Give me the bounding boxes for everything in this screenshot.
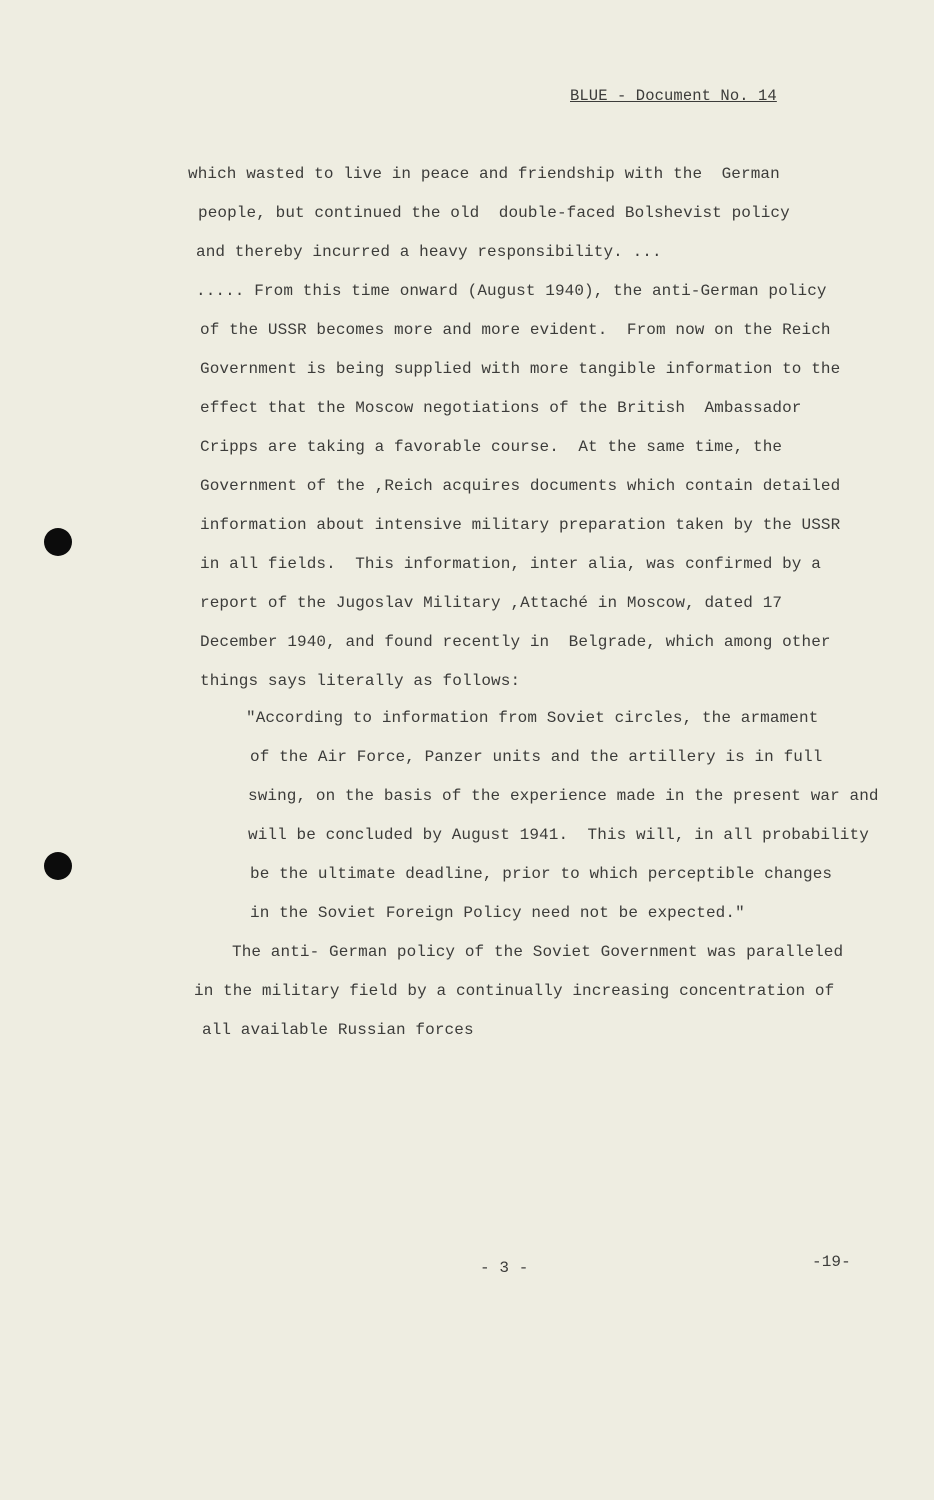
page-number: - 3 - (480, 1259, 529, 1277)
quote-line: be the ultimate deadline, prior to which perceptible changes (250, 865, 833, 883)
text-line: in the military field by a continually increasing concentration of (194, 982, 835, 1000)
text-line: all available Russian forces (202, 1021, 474, 1039)
quote-line: of the Air Force, Panzer units and the artillery is in full (250, 748, 823, 766)
text-line: ..... From this time onward (August 1940), the anti-German policy (196, 282, 827, 300)
text-line: report of the Jugoslav Military ,Attaché in Moscow, dated 17 (200, 594, 783, 612)
punch-hole (44, 528, 72, 556)
text-line: Government of the ,Reich acquires documents which contain detailed (200, 477, 841, 495)
text-line: people, but continued the old double-faced Bolshevist policy (198, 204, 790, 222)
sheet-number: -19- (812, 1253, 851, 1271)
quote-line: "According to information from Soviet circles, the armament (246, 709, 819, 727)
text-line: effect that the Moscow negotiations of the British Ambassador (200, 399, 802, 417)
text-line: which wasted to live in peace and friendship with the German (188, 165, 780, 183)
quote-line: in the Soviet Foreign Policy need not be expected." (250, 904, 745, 922)
text-line: Cripps are taking a favorable course. At the same time, the (200, 438, 783, 456)
quote-line: swing, on the basis of the experience made in the present war and (248, 787, 879, 805)
text-line: and thereby incurred a heavy responsibility. ... (196, 243, 662, 261)
text-line: information about intensive military preparation taken by the USSR (200, 516, 841, 534)
punch-hole (44, 852, 72, 880)
quote-line: will be concluded by August 1941. This will, in all probability (248, 826, 869, 844)
text-line: The anti- German policy of the Soviet Government was paralleled (232, 943, 844, 961)
text-line: of the USSR becomes more and more evident. From now on the Reich (200, 321, 831, 339)
document-header: BLUE - Document No. 14 (570, 87, 777, 105)
text-line: things says literally as follows: (200, 672, 521, 690)
text-line: Government is being supplied with more tangible information to the (200, 360, 841, 378)
text-line: December 1940, and found recently in Belgrade, which among other (200, 633, 831, 651)
text-line: in all fields. This information, inter alia, was confirmed by a (200, 555, 821, 573)
